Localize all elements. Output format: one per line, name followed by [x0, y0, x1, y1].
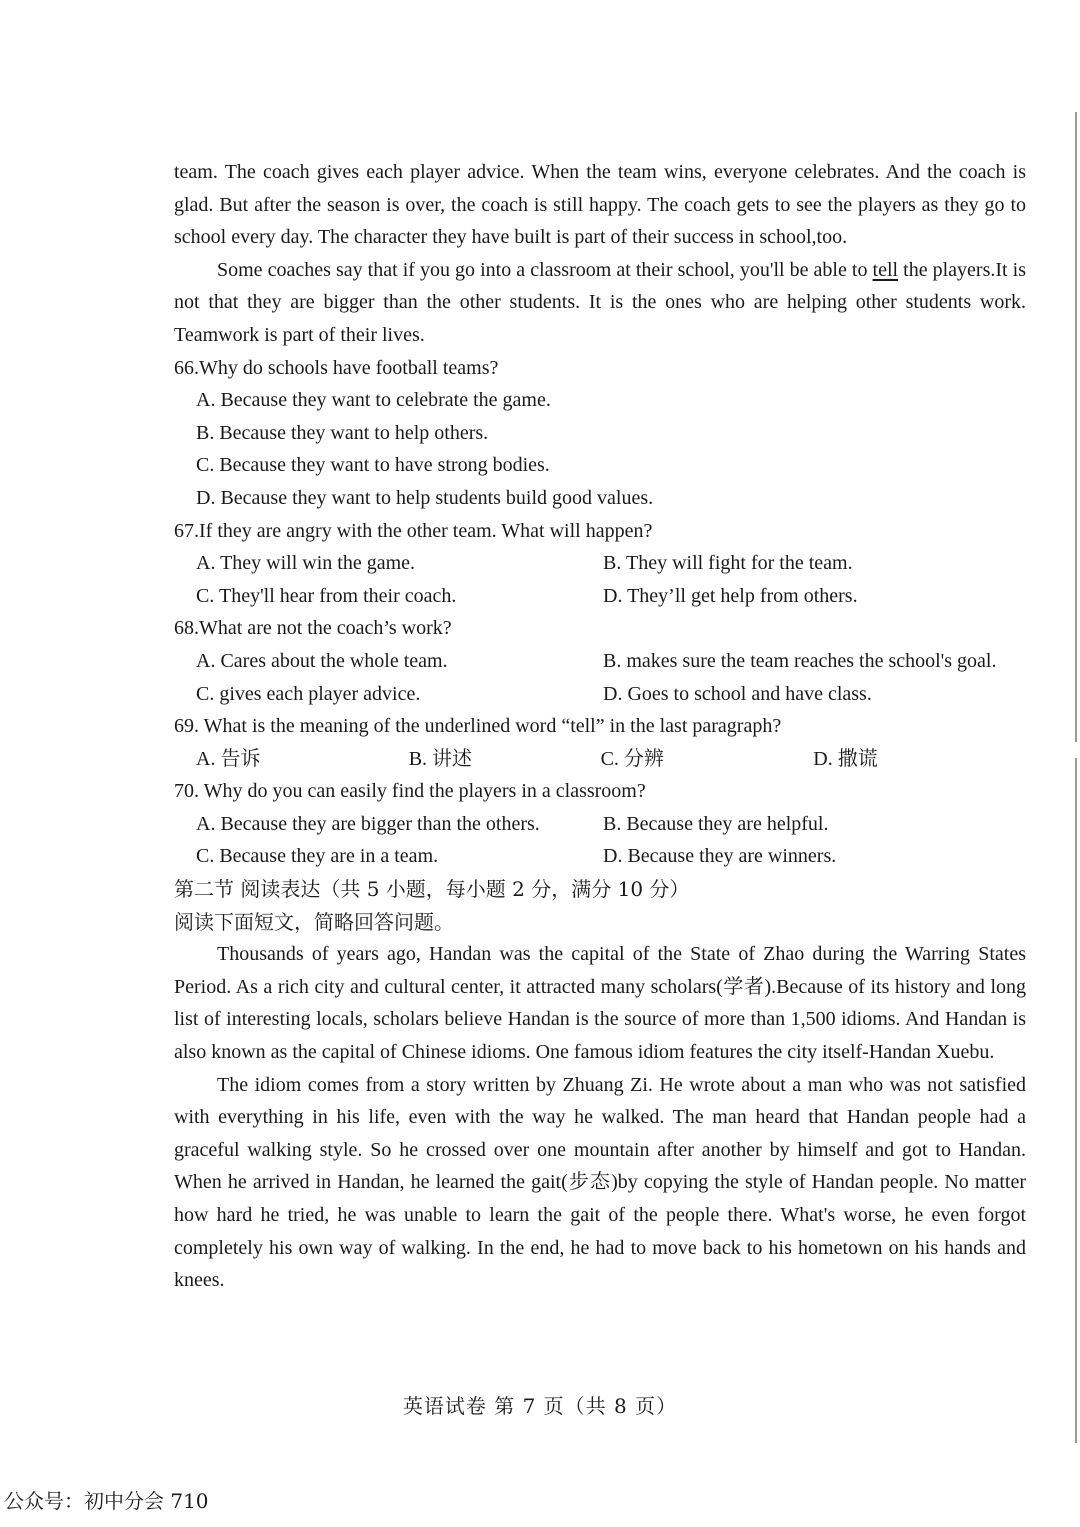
question-68-option-a: A. Cares about the whole team.: [196, 649, 448, 672]
passage1-paragraph-1: team. The coach gives each player advice. When the team wins, everyone celebrates. And the coach is glad. But after the season is over, the coach is still happy. The coach gets to see the players as they go to school every day. The character they have built is part of their success in school,too.: [174, 161, 1026, 249]
question-67-stem: 67.If they are angry with the other team. What will happen?: [174, 519, 653, 542]
question-70-option-b: B. Because they are helpful.: [603, 812, 829, 835]
page-edge-line-bottom: [1075, 758, 1077, 1443]
question-67-option-a: A. They will win the game.: [196, 552, 416, 575]
question-66-option-c: C. Because they want to have strong bodies.: [196, 454, 550, 477]
question-69-option-d: D. 撒谎: [813, 747, 878, 770]
question-67-options-row-1: [174, 547, 1026, 580]
question-66-stem: 66.Why do schools have football teams?: [174, 356, 499, 379]
question-70-options-row-1: [174, 808, 1026, 841]
question-70-option-c: C. Because they are in a team.: [196, 845, 439, 868]
underlined-word-tell: tell: [872, 258, 899, 281]
question-68-option-c: C. gives each player advice.: [196, 682, 421, 705]
question-67-options-row-2: [174, 580, 1026, 613]
question-68-options-row-2: [174, 678, 1026, 711]
exam-page: [174, 156, 1026, 1297]
question-70-stem: 70. Why do you can easily find the players in a classroom?: [174, 780, 646, 803]
page-edge-line-top: [1075, 112, 1077, 742]
watermark-text: 公众号：初中分会 710: [4, 1489, 209, 1513]
question-68-stem: 68.What are not the coach’s work?: [174, 617, 452, 640]
question-68-options-row-1: [174, 645, 1026, 678]
question-66-option-d: D. Because they want to help students build good values.: [196, 486, 654, 509]
passage1-p2-after: the players.It is not that they are bigger than the other students. It is the ones who are helping other students work. Teamwork is part of their lives.: [174, 258, 1026, 346]
question-69-option-b: B. 讲述: [408, 747, 473, 770]
question-69-option-c: C. 分辨: [600, 747, 664, 770]
question-68-option-b: B. makes sure the team reaches the school's goal.: [603, 649, 997, 672]
passage1-paragraph-2: [174, 254, 1026, 352]
question-66-option-a: A. Because they want to celebrate the game.: [196, 389, 551, 412]
question-70-option-d: D. Because they are winners.: [603, 845, 837, 868]
passage2-paragraph-1: Thousands of years ago, Handan was the capital of the State of Zhao during the Warring States Period. As a rich city and cultural center, it attracted many scholars(学者).Because of its history and long list of interesting locals, scholars believe Handan is the source of more than 1,500 idioms. And Handan is also known as the capital of Chinese idioms. One famous idiom features the city itself-Handan Xuebu.: [174, 943, 1026, 1064]
section-2-instruction: 阅读下面短文，简略回答问题。: [174, 909, 454, 934]
question-67-option-c: C. They'll hear from their coach.: [196, 584, 457, 607]
question-70-options-row-2: [174, 840, 1026, 873]
passage2-paragraph-2: The idiom comes from a story written by Zhuang Zi. He wrote about a man who was not satisfied with everything in his life, even with the way he walked. The man heard that Handan people had a graceful walking style. So he crossed over one mountain after another by himself and got to Handan. When he arrived in Handan, he learned the gait(步态)by copying the style of Handan people. No matter how hard he tried, he was unable to learn the gait of the people there. What's worse, he even forgot completely his own way of walking. In the end, he had to move back to his hometown on his hands and knees.: [174, 1073, 1026, 1292]
section-2-heading: 第二节 阅读表达（共 5 小题，每小题 2 分，满分 10 分）: [174, 877, 690, 902]
question-69-options-row: [174, 743, 1026, 776]
question-69-option-a: A. 告诉: [196, 747, 261, 770]
passage1-p2-before: Some coaches say that if you go into a classroom at their school, you'll be able to: [217, 258, 873, 281]
question-67-option-d: D. They’ll get help from others.: [603, 584, 858, 607]
question-70-option-a: A. Because they are bigger than the others.: [196, 812, 540, 835]
question-67-option-b: B. They will fight for the team.: [603, 552, 853, 575]
question-68-option-d: D. Goes to school and have class.: [603, 682, 872, 705]
page-footer: 英语试卷 第 7 页（共 8 页）: [402, 1394, 678, 1418]
question-66-option-b: B. Because they want to help others.: [196, 421, 489, 444]
question-69-stem: 69. What is the meaning of the underlined word “tell” in the last paragraph?: [174, 715, 782, 738]
